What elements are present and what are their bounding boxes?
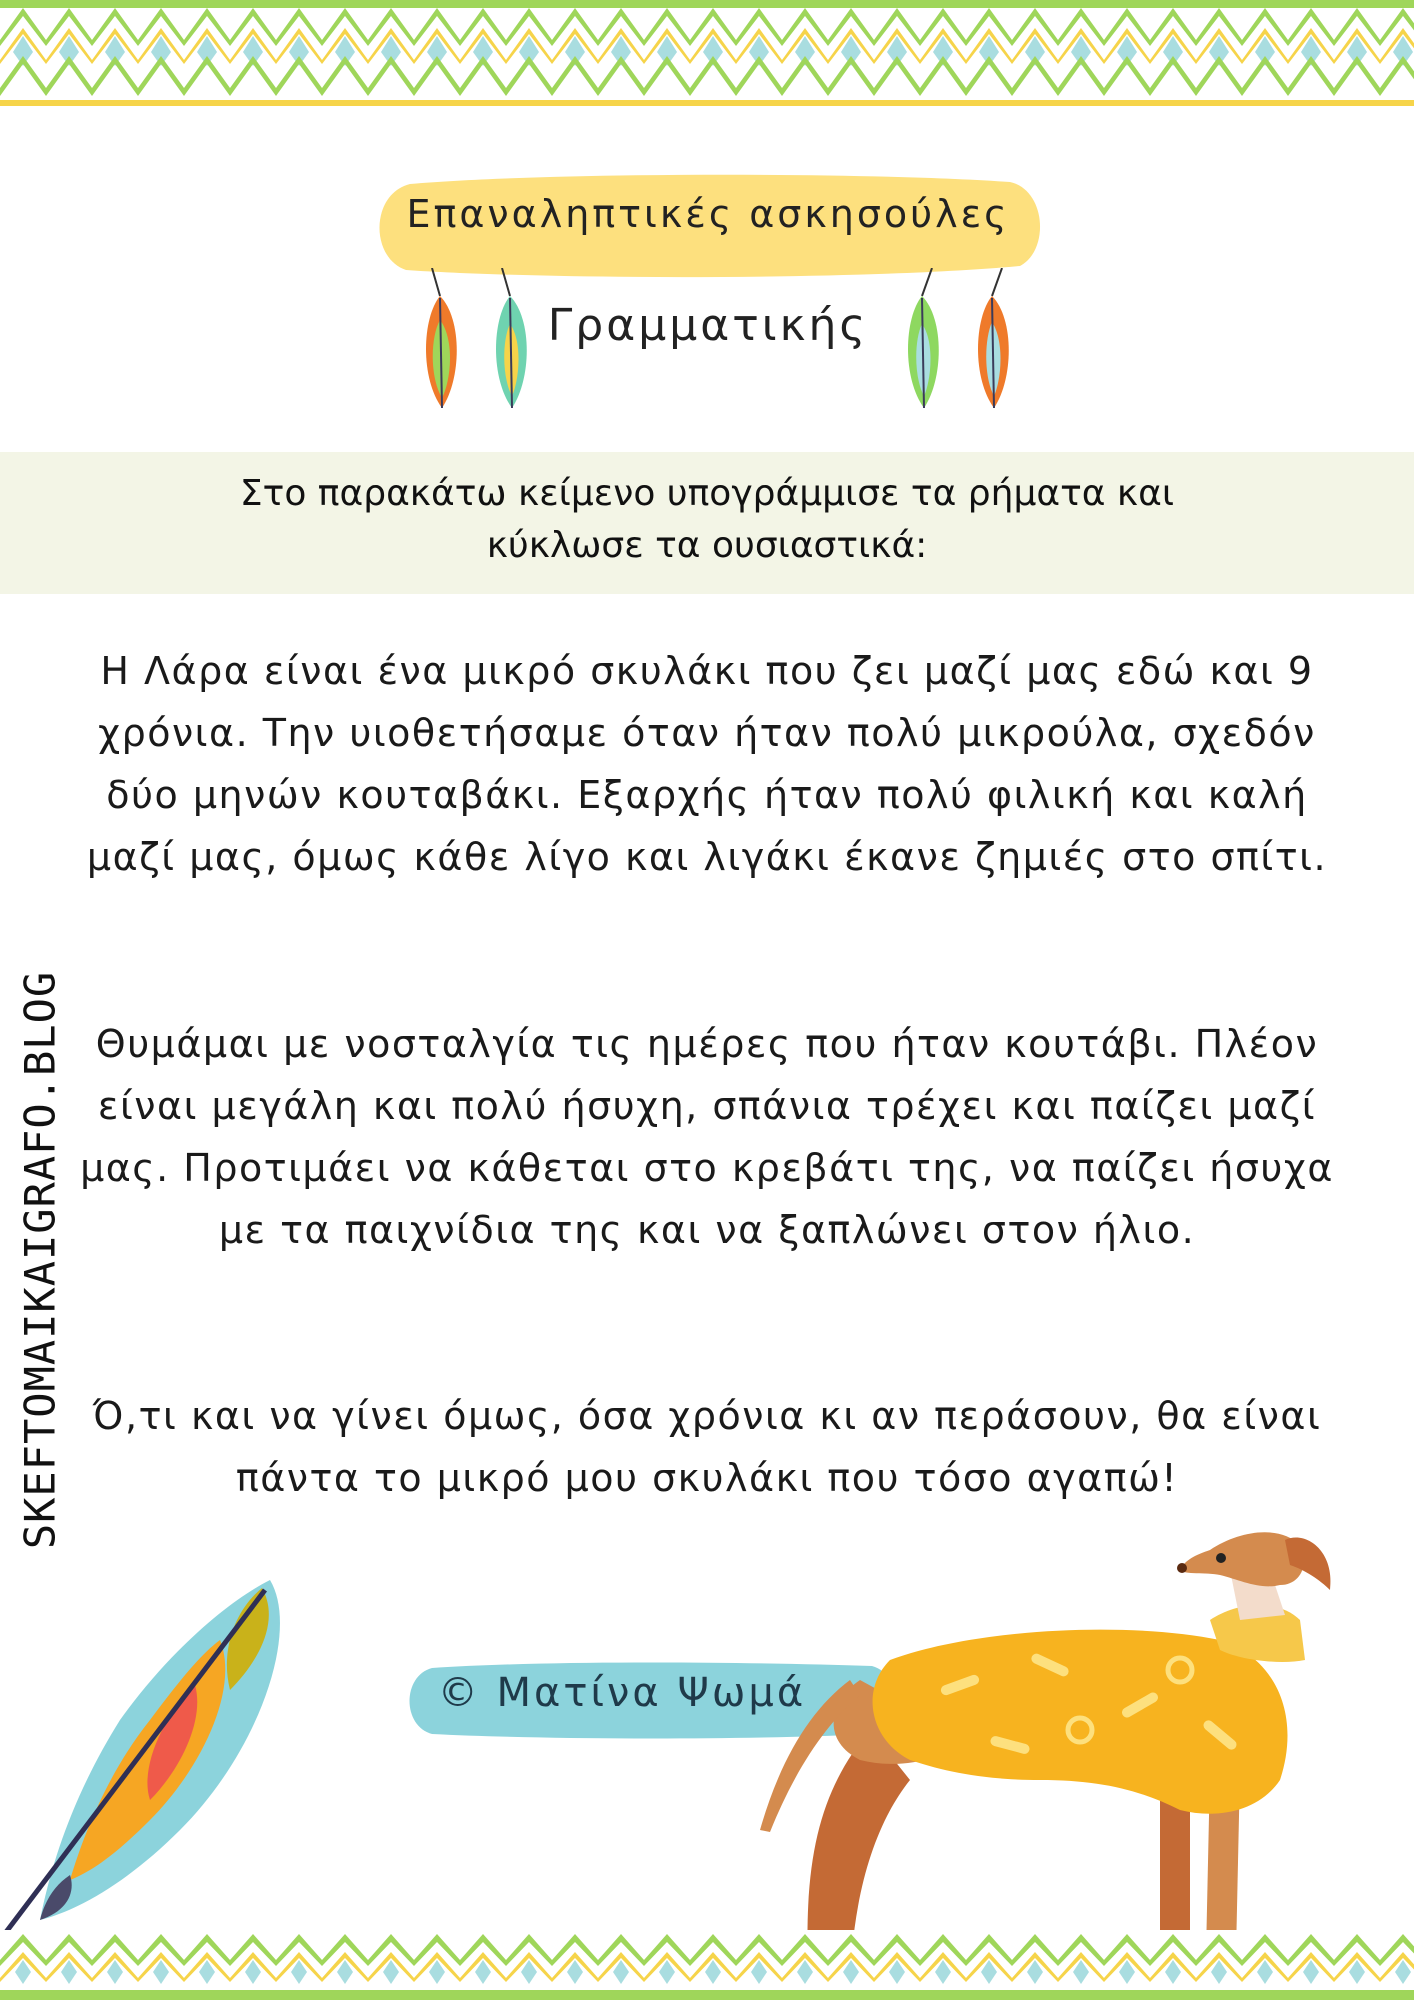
feather-icon (960, 268, 1024, 418)
feather-icon (0, 1570, 290, 1940)
feather-icon (410, 268, 474, 418)
author-credit: © Ματίνα Ψωμά (437, 1670, 807, 1716)
top-decorative-border (0, 0, 1414, 110)
instruction-line-1: Στο παρακάτω κείμενο υπογράμμισε τα ρήματα και (239, 473, 1175, 514)
story-paragraph-3: Ό,τι και να γίνει όμως, όσα χρόνια κι αν περάσουν, θα είναι πάντα το μικρό μου σκυλάκι που τόσο αγαπώ! (92, 1394, 1322, 1500)
instruction-line-2: κύκλωσε τα ουσιαστικά: (486, 525, 928, 566)
watermark-text: SKEFTOMAIKAIGRAFO.BLOG (15, 970, 65, 1550)
story-paragraph-2: Θυμάμαι με νοσταλγία τις ημέρες που ήταν κουτάβι. Πλέον είναι μεγάλη και πολύ ήσυχη, σπάνια τρέχει και παίζει μαζί μας. Προτιμάει να κάθεται στο κρεβάτι της, να παίζει ήσυχα με τα παιχνίδια της και να ξαπλώνει στον ήλιο. (80, 1022, 1334, 1252)
story-paragraph-1: Η Λάρα είναι ένα μικρό σκυλάκι που ζει μαζί μας εδώ και 9 χρόνια. Την υιοθετήσαμε όταν ήταν πολύ μικρούλα, σχεδόν δύο μηνών κουταβάκι. Εξαρχής ήταν πολύ φιλική και καλή μαζί μας, όμως κάθε λίγο και λιγάκι έκανε ζημιές στο σπίτι. (86, 649, 1328, 879)
bottom-decorative-border (0, 1930, 1414, 2000)
instruction-text (120, 468, 1294, 572)
title-line-1: Επαναληπτικές ασκησούλες (406, 192, 1010, 236)
title-line-2: Γραμματικής (547, 300, 869, 351)
feather-icon (890, 268, 954, 418)
